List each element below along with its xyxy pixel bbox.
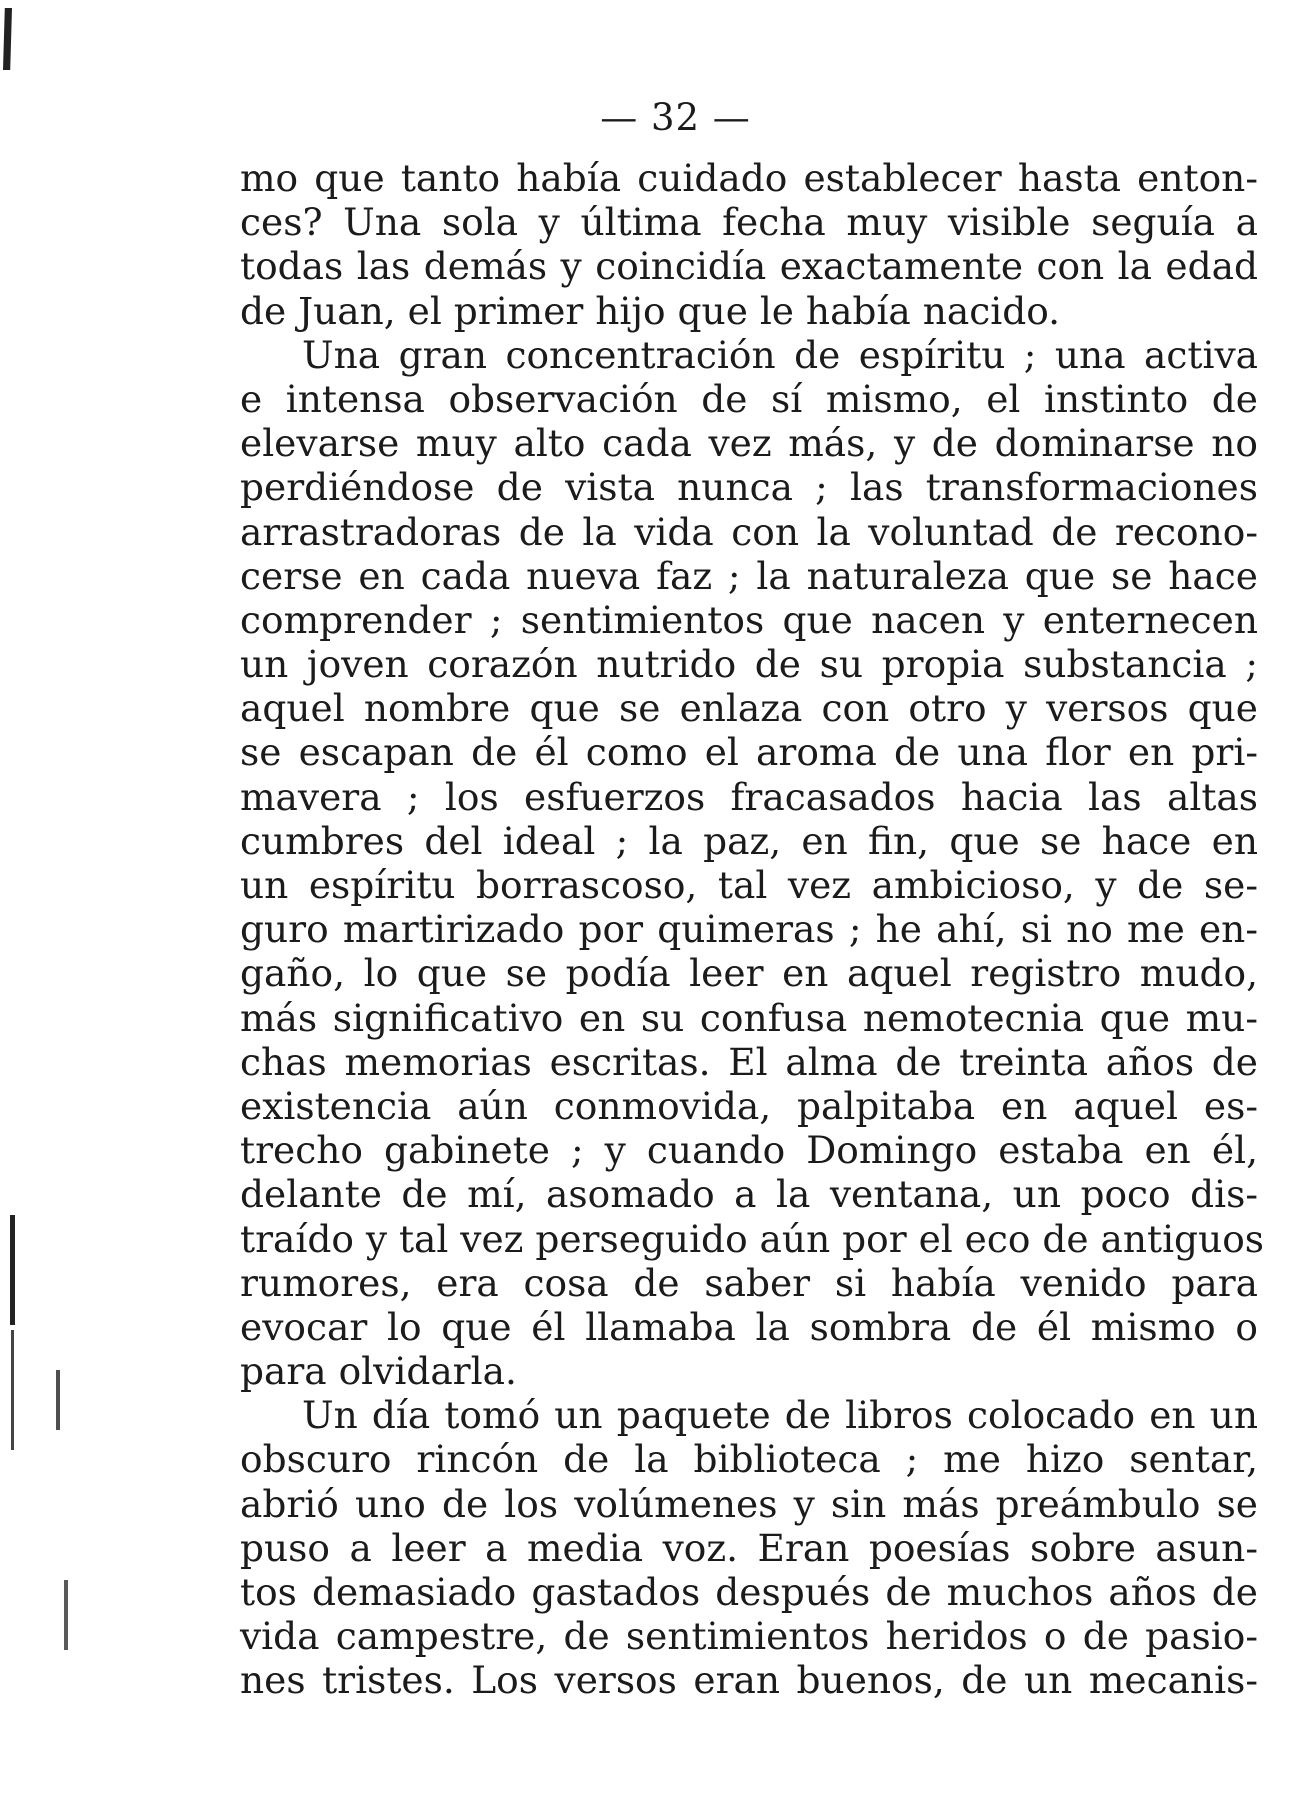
- scan-margin-mark: [10, 1215, 15, 1325]
- text-line: guro martirizado por quimeras ; he ahí, si no me en-: [240, 907, 1258, 952]
- text-line: trecho gabinete ; y cuando Domingo estaba en él,: [240, 1128, 1258, 1173]
- text-line: arrastradoras de la vida con la voluntad de recono-: [240, 509, 1258, 554]
- text-line: abrió uno de los volúmenes y sin más preámbulo se: [240, 1481, 1258, 1526]
- paragraph: [240, 1393, 1258, 1702]
- text-line: elevarse muy alto cada vez más, y de dominarse no: [240, 421, 1258, 466]
- text-line: más significativo en su confusa nemotecnia que mu-: [240, 995, 1258, 1040]
- text-line: mo que tanto había cuidado establecer hasta enton-: [240, 156, 1258, 200]
- text-line: ces? Una sola y última fecha muy visible seguía a: [240, 200, 1258, 245]
- text-line: Un día tomó un paquete de libros colocado en un: [302, 1393, 1258, 1438]
- text-line: un espíritu borrascoso, tal vez ambicioso, y de se-: [240, 863, 1258, 907]
- scan-margin-mark: [11, 1330, 14, 1450]
- scan-margin-mark: [64, 1580, 68, 1650]
- text-line: comprender ; sentimientos que nacen y enternecen: [240, 597, 1258, 642]
- text-line: existencia aún conmovida, palpitaba en aquel es-: [240, 1083, 1258, 1128]
- text-line: Una gran concentración de espíritu ; una activa: [302, 332, 1258, 377]
- text-line: mavera ; los esfuerzos fracasados hacia las altas: [240, 774, 1258, 819]
- paragraph: [240, 156, 1258, 333]
- scan-edge-mark: [3, 8, 12, 70]
- text-line: puso a leer a media voz. Eran poesías sobre asun-: [240, 1525, 1258, 1570]
- text-line: perdiéndose de vista nunca ; las transformaciones: [240, 465, 1258, 510]
- text-line: tos demasiado gastados después de muchos años de: [240, 1570, 1258, 1614]
- text-line: chas memorias escritas. El alma de treinta años de: [240, 1039, 1258, 1084]
- scan-margin-mark: [56, 1370, 60, 1430]
- text-line: rumores, era cosa de saber si había venido para: [240, 1260, 1258, 1305]
- text-line: evocar lo que él llamaba la sombra de él mismo o: [240, 1304, 1258, 1349]
- text-line: delante de mí, asomado a la ventana, un poco dis-: [240, 1172, 1258, 1217]
- paragraph: [240, 332, 1265, 1394]
- text-line: cerse en cada nueva faz ; la naturaleza que se hace: [240, 553, 1258, 598]
- text-line: obscuro rincón de la biblioteca ; me hizo sentar,: [240, 1437, 1258, 1482]
- page-number: — 32 —: [600, 96, 751, 139]
- text-line: vida campestre, de sentimientos heridos o de pasio-: [240, 1614, 1258, 1659]
- text-line: para olvidarla.: [240, 1349, 517, 1394]
- text-line: se escapan de él como el aroma de una flor en pri-: [240, 730, 1258, 775]
- text-line: e intensa observación de sí mismo, el instinto de: [240, 376, 1258, 421]
- text-line: aquel nombre que se enlaza con otro y versos que: [240, 686, 1258, 731]
- text-line: gaño, lo que se podía leer en aquel registro mudo,: [240, 951, 1258, 996]
- text-line: todas las demás y coincidía exactamente con la edad: [240, 244, 1258, 289]
- text-line: de Juan, el primer hijo que le había nacido.: [240, 288, 1061, 333]
- text-line: traído y tal vez perseguido aún por el eco de antiguos: [240, 1216, 1265, 1261]
- text-line: un joven corazón nutrido de su propia substancia ;: [240, 642, 1258, 687]
- text-line: nes tristes. Los versos eran buenos, de un mecanis-: [240, 1658, 1258, 1703]
- text-line: cumbres del ideal ; la paz, en fin, que se hace en: [240, 818, 1258, 863]
- page-body-text: [240, 156, 1265, 1703]
